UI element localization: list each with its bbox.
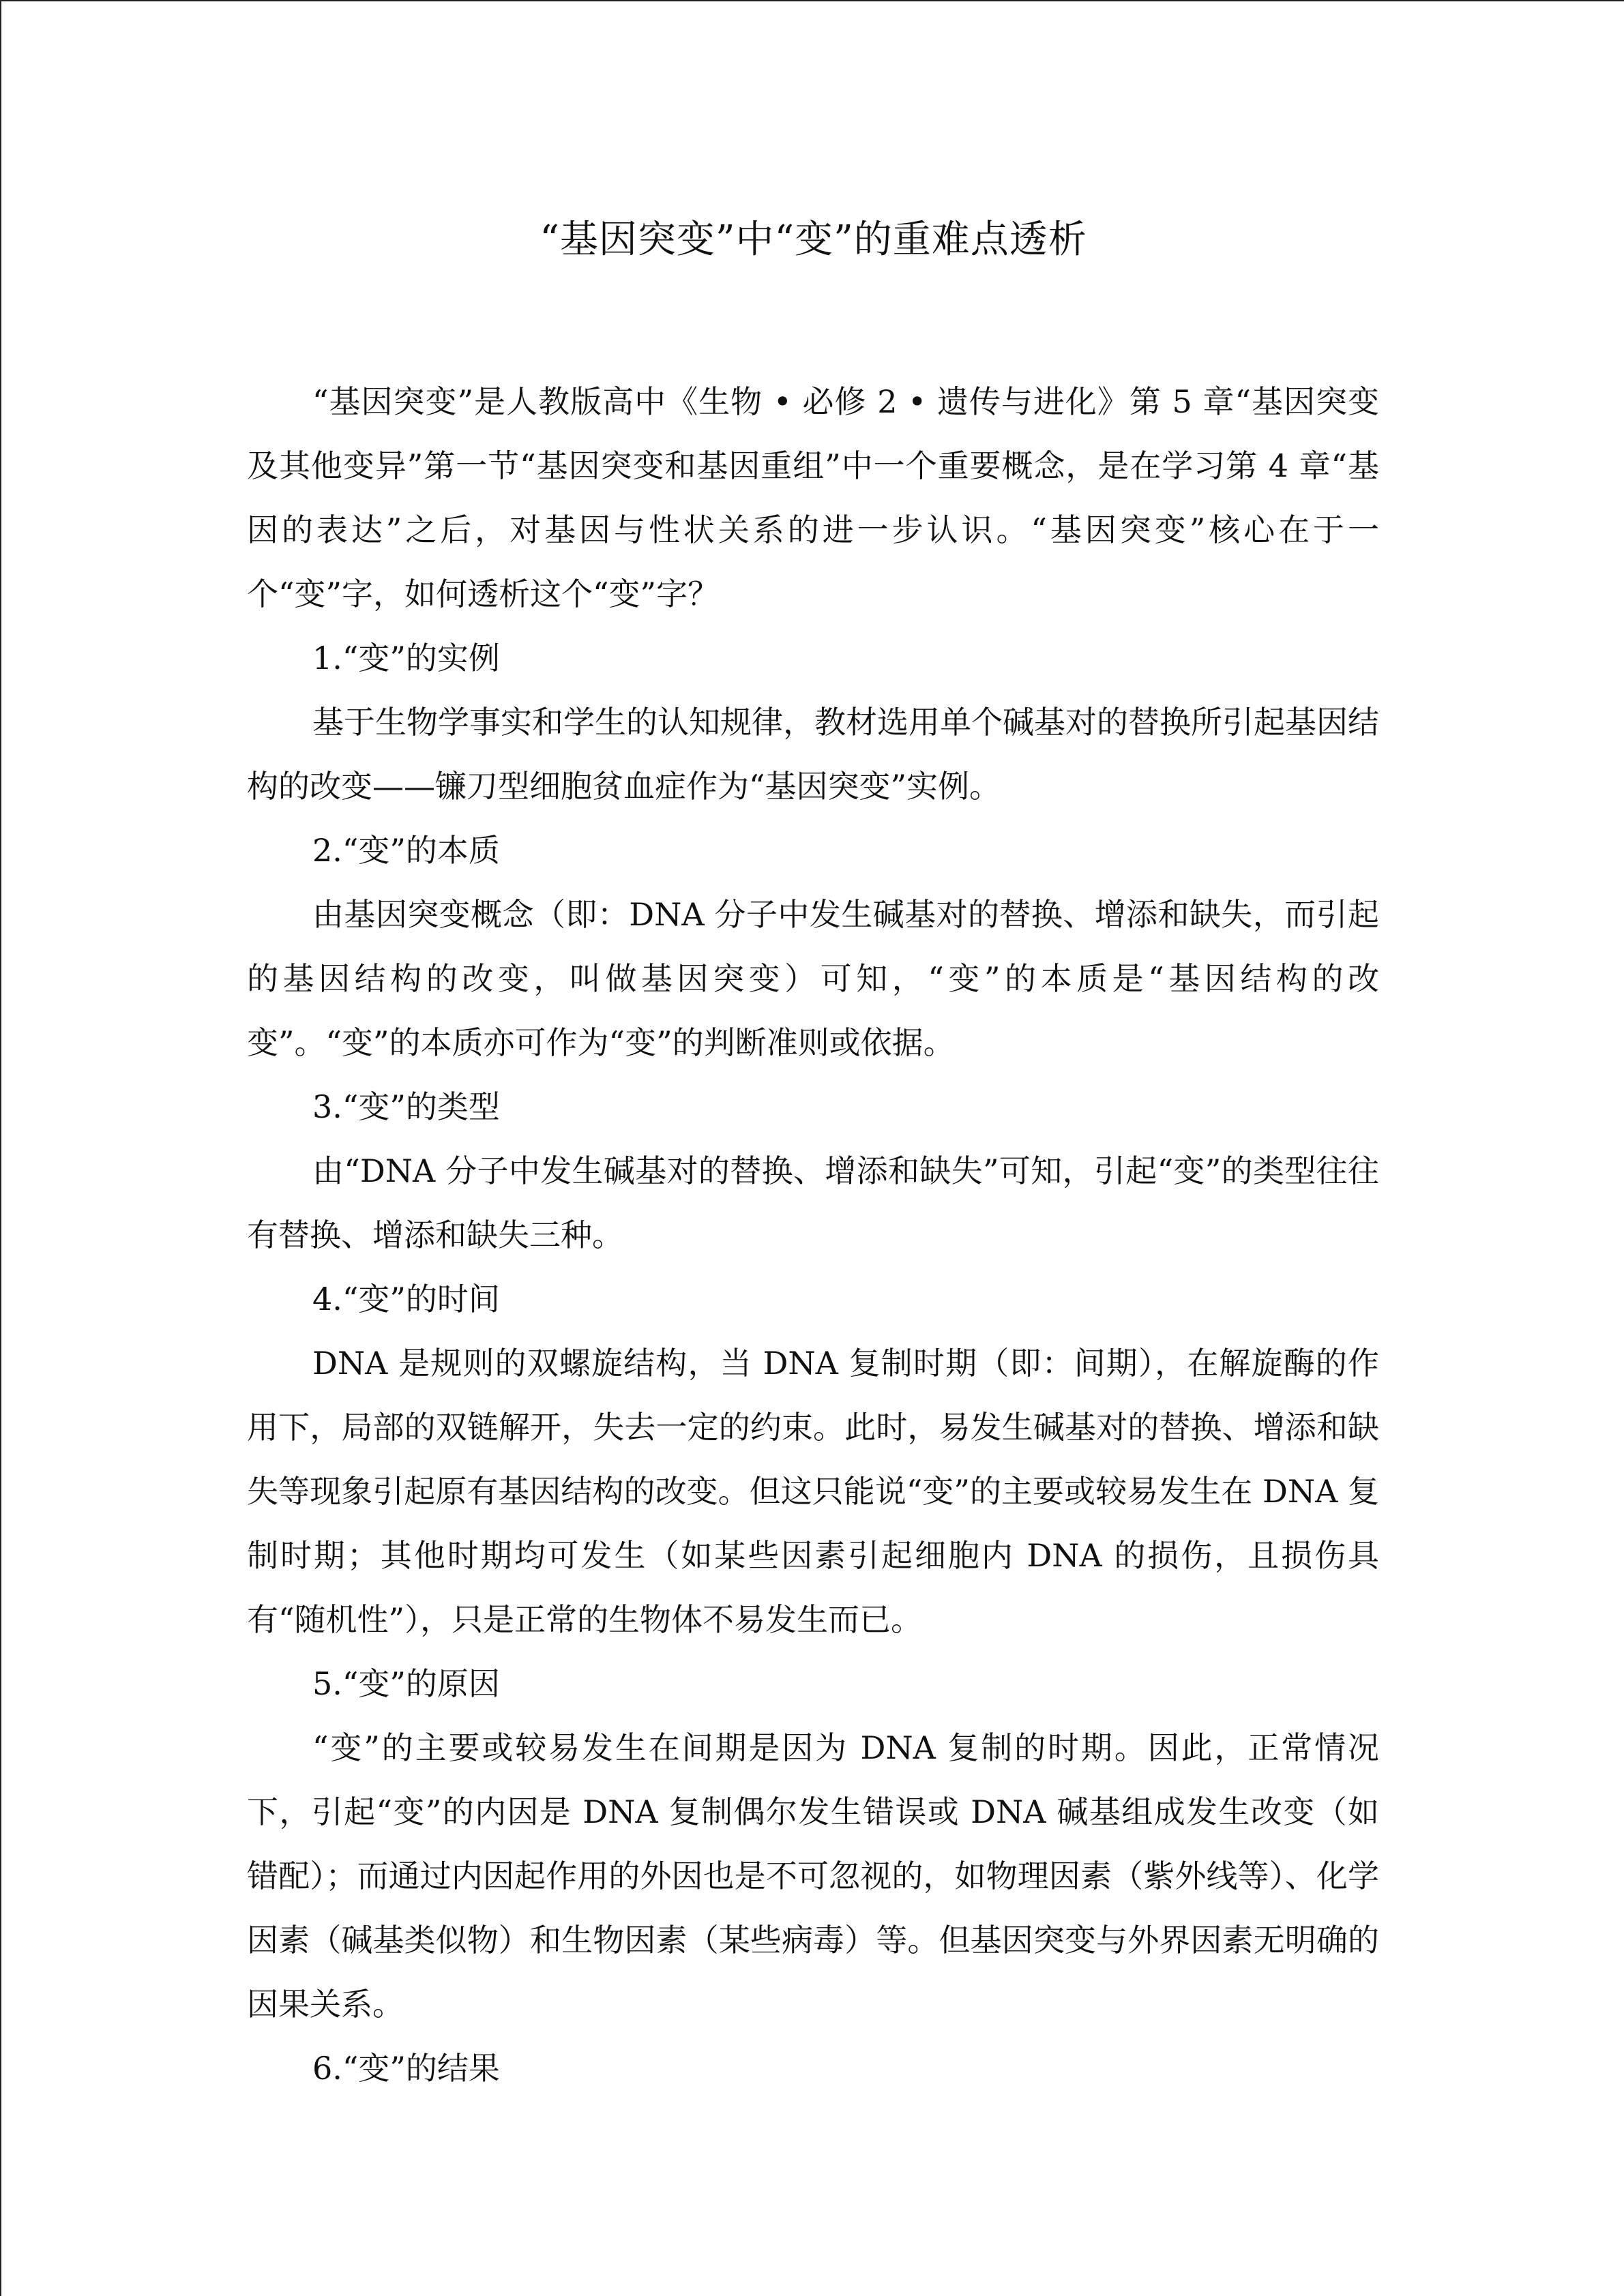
section-text-causes: “变”的主要或较易发生在间期是因为 DNA 复制的时期。因此，正常情况下，引起“变”的内因是 DNA 复制偶尔发生错误或 DNA 碱基组成发生改变（如错配）；而通过内因起作用的外因也是不可忽视的，如物理因素（紫外线等）、化学因素（碱基类似物）和生物因素（某些病毒）等。但基因突变与外界因素无明确的因果关系。: [247, 1729, 1379, 2023]
document-body: [247, 370, 1379, 2100]
section-heading-results: 6.“变”的结果: [312, 2050, 500, 2087]
section-text-types: 由“DNA 分子中发生碱基对的替换、增添和缺失”可知，引起“变”的类型往往有替换、增添和缺失三种。: [247, 1152, 1379, 1253]
section-heading-causes: 5.“变”的原因: [312, 1665, 500, 1702]
section-heading-essence: 2.“变”的本质: [312, 832, 500, 869]
section-heading-example: 1.“变”的实例: [312, 640, 500, 676]
section-heading-timing: 4.“变”的时间: [312, 1281, 500, 1317]
section-heading-types: 3.“变”的类型: [312, 1088, 500, 1125]
section-text-timing: DNA 是规则的双螺旋结构，当 DNA 复制时期（即：间期），在解旋酶的作用下，局部的双链解开，失去一定的约束。此时，易发生碱基对的替换、增添和缺失等现象引起原有基因结构的改变。但这只能说“变”的主要或较易发生在 DNA 复制时期；其他时期均可发生（如某些因素引起细胞内 DNA 的损伤，且损伤具有“随机性”），只是正常的生物体不易发生而已。: [247, 1345, 1379, 1638]
section-text-example: 基于生物学事实和学生的认知规律，教材选用单个碱基对的替换所引起基因结构的改变——镰刀型细胞贫血症作为“基因突变”实例。: [247, 704, 1379, 805]
intro-paragraph: “基因突变”是人教版高中《生物 • 必修 2 • 遗传与进化》第 5 章“基因突变及其他变异”第一节“基因突变和基因重组”中一个重要概念，是在学习第 4 章“基因的表达”之后，对基因与性状关系的进一步认识。“基因突变”核心在于一个“变”字，如何透析这个“变”字？: [247, 383, 1379, 612]
document-title: “基因突变”中“变”的重难点透析: [540, 218, 1087, 262]
section-text-essence: 由基因突变概念（即：DNA 分子中发生碱基对的替换、增添和缺失，而引起的基因结构的改变，叫做基因突变）可知，“变”的本质是“基因结构的改变”。“变”的本质亦可作为“变”的判断准则或依据。: [247, 896, 1379, 1061]
